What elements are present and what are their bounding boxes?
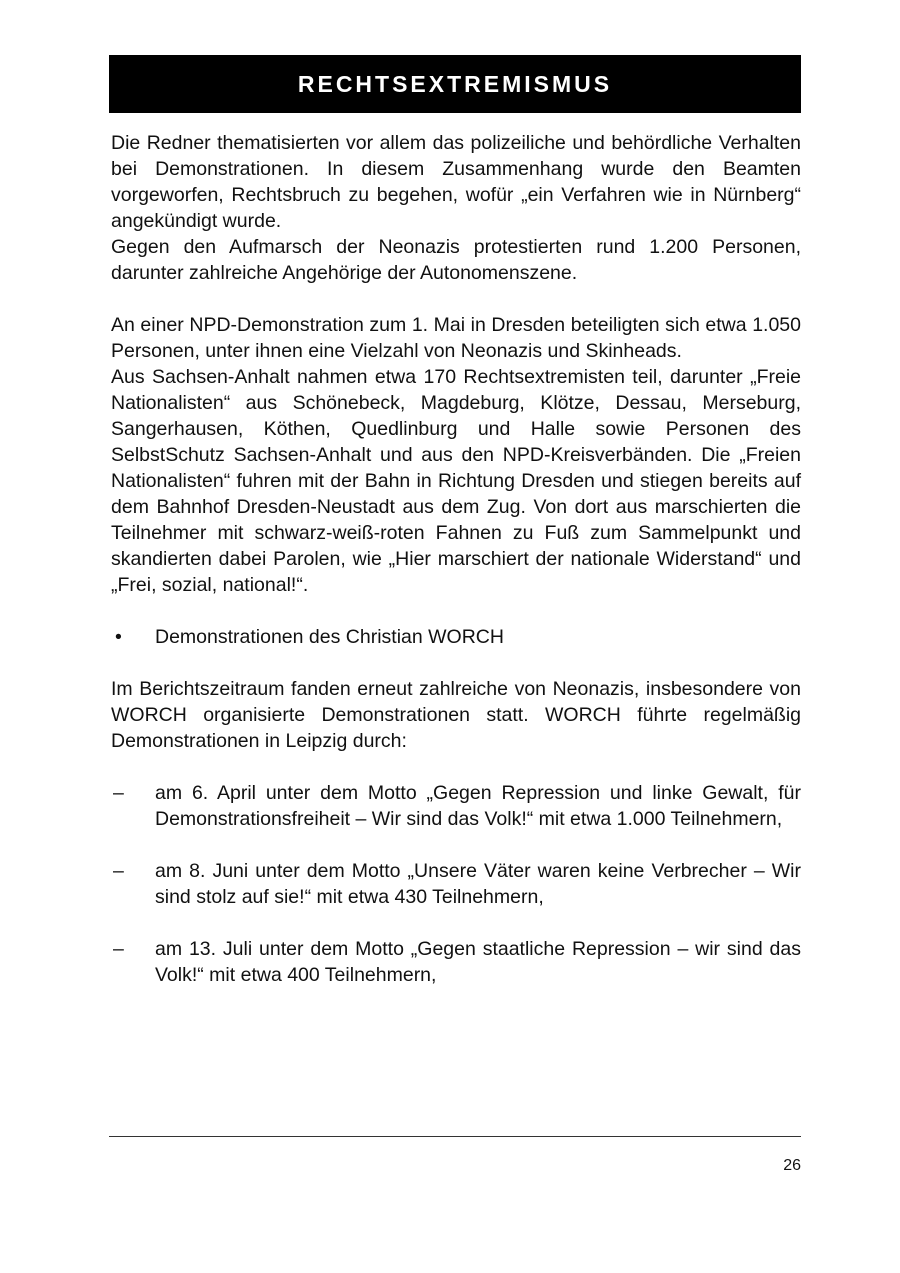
paragraph-spacer (111, 910, 801, 936)
paragraph-worch: Im Berichtszeitraum fanden erneut zahlreiche von Neonazis, insbesondere von WORCH organisierte Demonstrationen statt. WORCH führte regelmäßig Demonstrationen in Leipzig durch: (111, 678, 801, 752)
paragraph-spacer (111, 598, 801, 624)
list-item (111, 780, 801, 832)
dash-mark: – (113, 782, 124, 804)
dash-mark: – (113, 860, 124, 882)
section-heading: Demonstrationen des Christian WORCH (155, 626, 504, 648)
dash-mark: – (113, 938, 124, 960)
paragraph-spacer (111, 832, 801, 858)
list-item-text: am 6. April unter dem Motto „Gegen Repression und linke Gewalt, für Demonstrationsfreiheit – Wir sind das Volk!“ mit etwa 1.000 Teilnehmern, (155, 782, 801, 830)
list-item (111, 936, 801, 988)
bullet-mark: • (115, 626, 122, 648)
chapter-header-bar (109, 55, 801, 113)
paragraph-speakers: Die Redner thematisierten vor allem das polizeiliche und behördliche Verhalten bei Demonstrationen. In diesem Zusammenhang wurde den Beamten vorgeworfen, Rechtsbruch zu begehen, wofür „ein Verfahren wie in Nürnberg“ angekündigt wurde. (111, 132, 801, 232)
chapter-title: RECHTSEXTREMISMUS (297, 70, 613, 97)
paragraph-counter-protest: Gegen den Aufmarsch der Neonazis protestierten rund 1.200 Personen, darunter zahlreiche Angehörige der Autonomenszene. (111, 236, 801, 284)
list-item-text: am 13. Juli unter dem Motto „Gegen staatliche Repression – wir sind das Volk!“ mit etwa 400 Teilnehmern, (155, 938, 801, 986)
page-body (111, 130, 801, 988)
page-number: 26 (783, 1157, 801, 1174)
footer-rule (109, 1136, 801, 1137)
paragraph-sachsen-anhalt: Aus Sachsen-Anhalt nahmen etwa 170 Rechtsextremisten teil, darunter „Freie Nationalisten“ aus Schönebeck, Magdeburg, Klötze, Dessau, Merseburg, Sangerhausen, Köthen, Quedlinburg und Halle sowie Personen des SelbstSchutz Sachsen-Anhalt und aus den NPD-Kreisverbänden. Die „Freien Nationalisten“ fuhren mit der Bahn in Richtung Dresden und stiegen bereits auf dem Bahnhof Dresden-Neustadt aus dem Zug. Von dort aus marschierten die Teilnehmer mit schwarz-weiß-roten Fahnen zu Fuß zum Sammelpunkt und skandierten dabei Parolen, wie „Hier marschiert der nationale Widerstand“ und „Frei, sozial, national!“. (111, 366, 801, 596)
list-item-text: am 8. Juni unter dem Motto „Unsere Väter waren keine Verbrecher – Wir sind stolz auf sie!“ mit etwa 430 Teilnehmern, (155, 860, 801, 908)
paragraph-npd-demo: An einer NPD-Demonstration zum 1. Mai in Dresden beteiligten sich etwa 1.050 Personen, unter ihnen eine Vielzahl von Neonazis und Skinheads. (111, 314, 801, 362)
paragraph-spacer (111, 286, 801, 312)
paragraph-spacer (111, 650, 801, 676)
list-item (111, 858, 801, 910)
paragraph-spacer (111, 754, 801, 780)
section-bullet (111, 624, 801, 650)
